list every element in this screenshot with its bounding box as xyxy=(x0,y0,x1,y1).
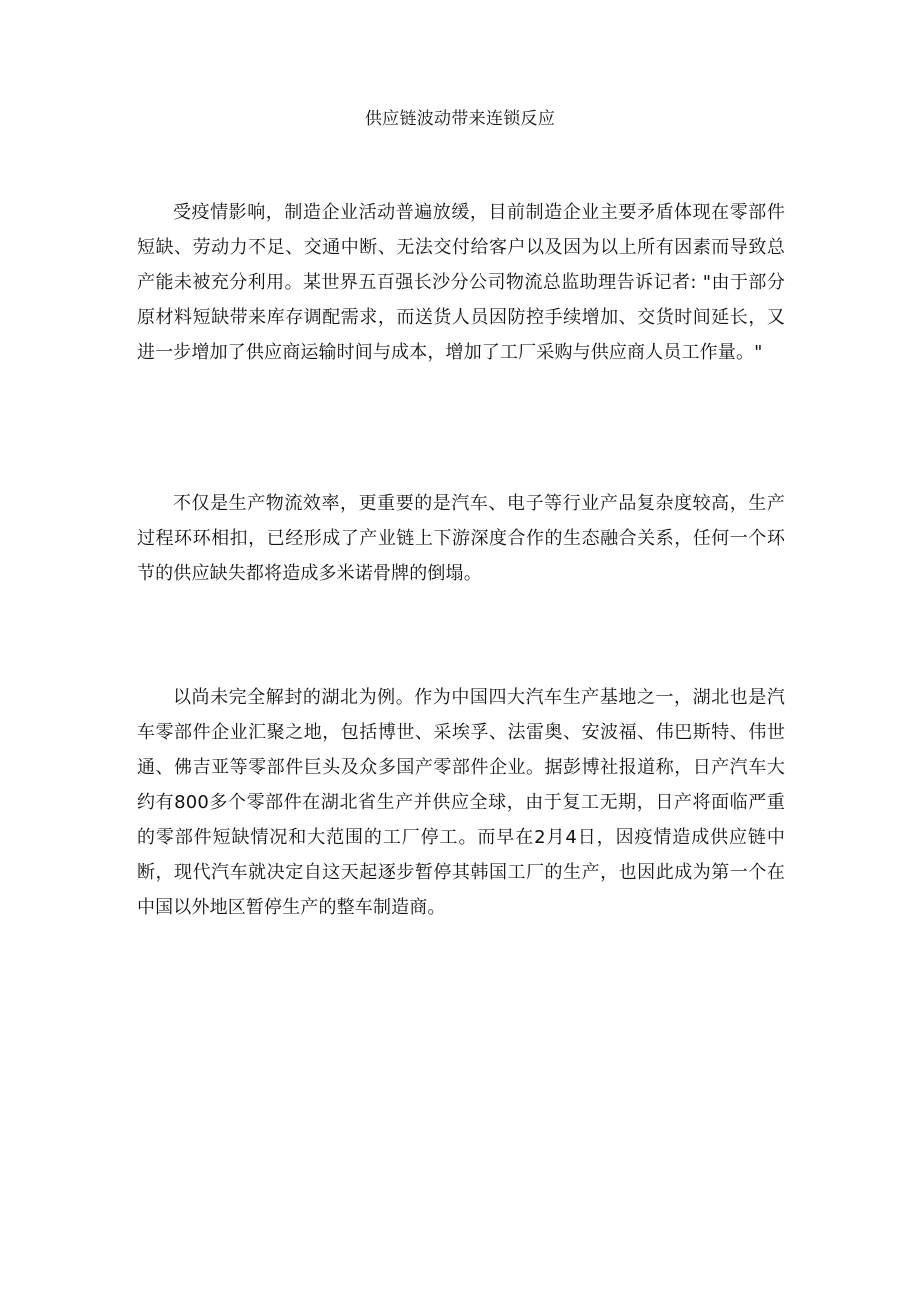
document-title: 供应链波动带来连锁反应 xyxy=(364,109,556,129)
paragraph-hubei-example: 以尚未完全解封的湖北为例。作为中国四大汽车生产基地之一，湖北也是汽车零部件企业汇聚之地，包括博世、采埃孚、法雷奥、安波福、伟巴斯特、伟世通、佛吉亚等零部件巨头及众多国产零部件企业。据彭博社报道称，日产汽车大约有800多个零部件在湖北省生产并供应全球，由于复工无期，日产将面临严重的零部件短缺情况和大范围的工厂停工。而早在2月4日，因疫情造成供应链中断，现代汽车就决定自这天起逐步暂停其韩国工厂的生产，也因此成为第一个在中国以外地区暂停生产的整车制造商。 xyxy=(137,687,785,918)
paragraph-supply-disruption: 受疫情影响，制造企业活动普遍放缓，目前制造企业主要矛盾体现在零部件短缺、劳动力不足、交通中断、无法交付给客户以及因为以上所有因素而导致总产能未被充分利用。某世界五百强长沙分公司物流总监助理告诉记者: "由于部分原材料短缺带来库存调配需求，而送货人员因防控手续增加、交货时间延长，又进一步增加了供应商运输时间与成本，增加了工厂采购与供应商人员工作量。" xyxy=(137,202,785,363)
paragraph-industry-chain: 不仅是生产物流效率，更重要的是汽车、电子等行业产品复杂度较高，生产过程环环相扣，已经形成了产业链上下游深度合作的生态融合关系，任何一个环节的供应缺失都将造成多米诺骨牌的倒塌。 xyxy=(137,493,785,584)
